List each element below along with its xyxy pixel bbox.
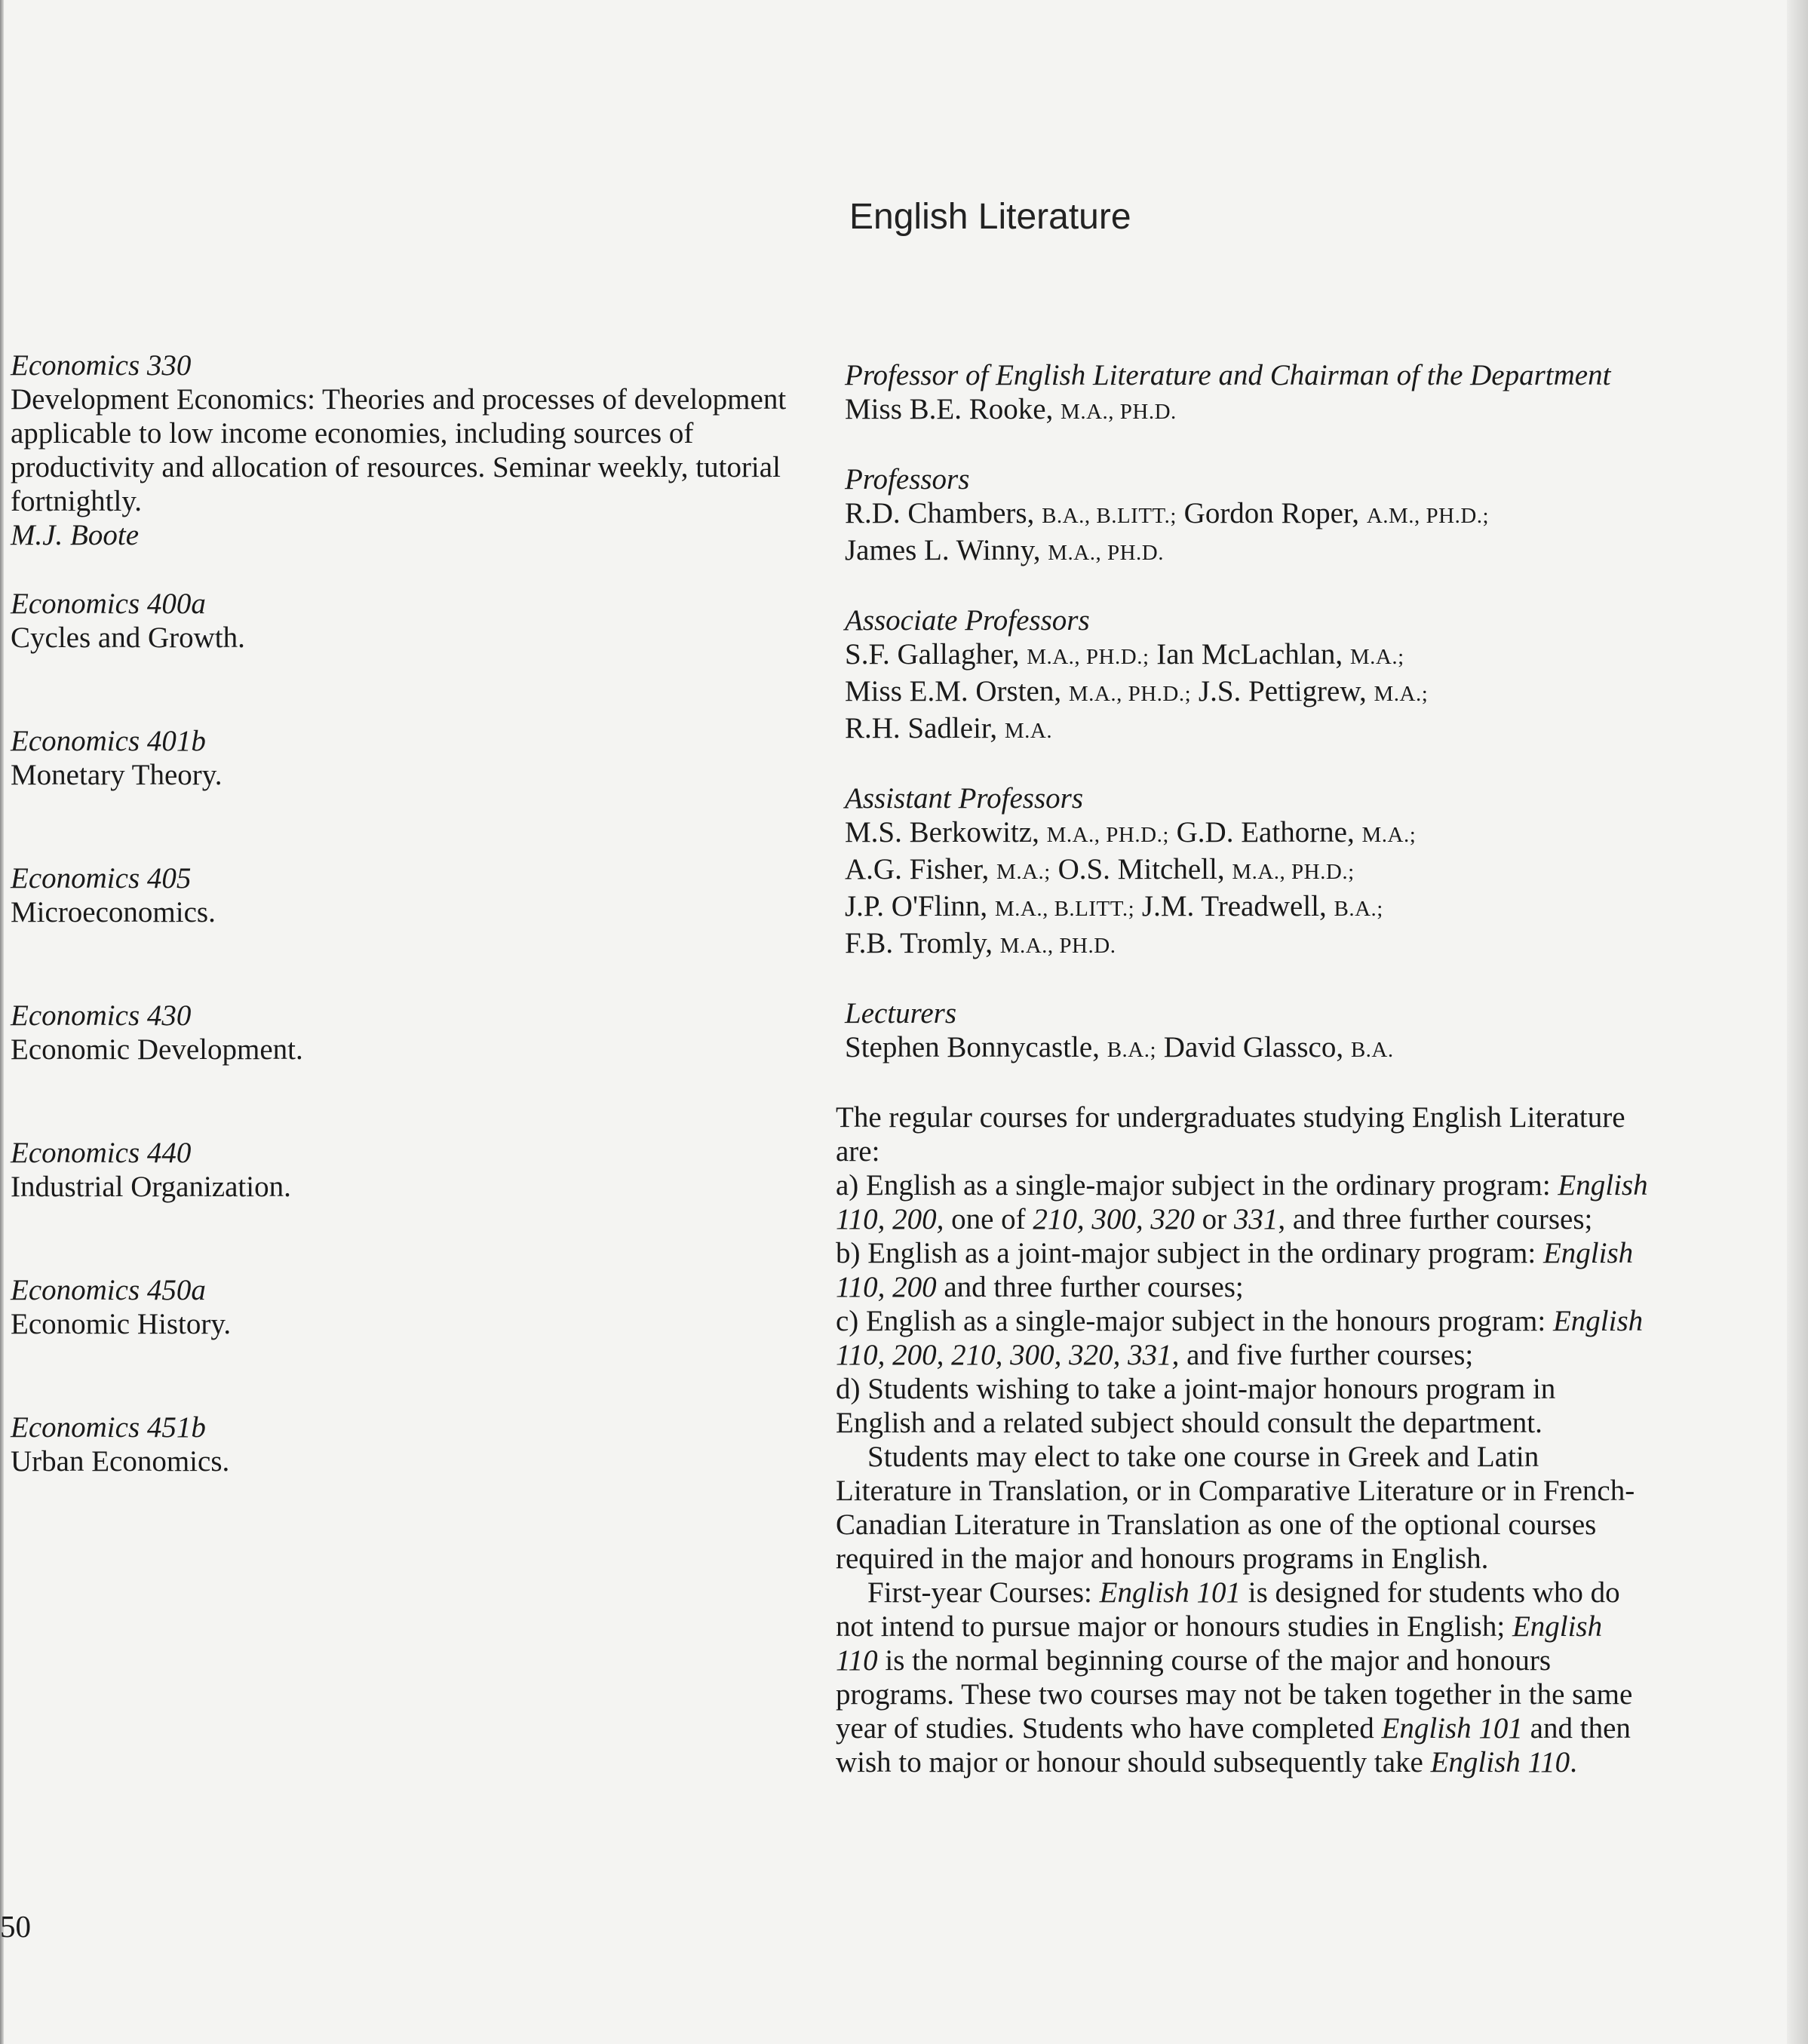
course-description: Development Economics: Theories and processes of development applicable to low income economies, including sources of productivity and allocation of resources. Seminar weekly, tutorial fortnightly. — [11, 383, 787, 517]
course-code: Economics 440 — [11, 1137, 192, 1169]
faculty-group-associate-professors — [845, 603, 1650, 748]
faculty-name: Ian McLachlan, — [1156, 638, 1343, 671]
course-code: Economics 451b — [11, 1411, 206, 1444]
course-entry — [11, 1410, 803, 1478]
faculty-name: A.G. Fisher, — [845, 853, 990, 885]
text-run: one of — [944, 1203, 1033, 1235]
course-ref: English 110 — [836, 1610, 1603, 1677]
section-title: English Literature — [849, 197, 1131, 237]
course-description: Microeconomics. — [11, 896, 216, 928]
course-code: Economics 401b — [11, 725, 206, 757]
course-ref: 331 — [1233, 1203, 1278, 1235]
faculty-name: J.M. Treadwell, — [1141, 890, 1327, 922]
text-run: and five further courses; — [1179, 1339, 1474, 1371]
faculty-heading: Professors — [845, 463, 970, 496]
faculty-degree: B.A.; — [1107, 1038, 1157, 1062]
course-ref: 210, 300, 320 — [1033, 1203, 1195, 1235]
course-ref: English 101 — [1381, 1712, 1523, 1745]
faculty-name: F.B. Tromly, — [845, 927, 993, 959]
text-run: c) English as a single-major subject in the honours program: — [836, 1305, 1553, 1337]
faculty-heading: Assistant Professors — [845, 782, 1084, 815]
first-year-paragraph — [836, 1576, 1650, 1779]
english-literature-section — [836, 195, 1650, 1779]
faculty-heading: Professor of English Literature and Chairman of the Department — [845, 359, 1611, 391]
page-number: 50 — [0, 1909, 31, 1944]
course-description: Monetary Theory. — [11, 759, 223, 791]
text-run: is the normal beginning course of the major and honours programs. These two courses may not be taken together in the same year of studies. Students who have completed — [836, 1644, 1633, 1745]
faculty-name: G.D. Eathorne, — [1176, 816, 1355, 849]
faculty-heading: Associate Professors — [845, 604, 1090, 637]
course-code: Economics 430 — [11, 999, 192, 1032]
faculty-degree: M.A., PH.D. — [999, 934, 1116, 958]
faculty-degree: B.A., B.LITT.; — [1042, 504, 1177, 528]
course-ref: English 110, 200 — [836, 1237, 1634, 1303]
course-instructor: M.J. Boote — [11, 519, 140, 551]
faculty-degree: M.A., PH.D.; — [1068, 682, 1192, 706]
faculty-name: O.S. Mitchell, — [1057, 853, 1225, 885]
faculty-people — [845, 496, 1650, 570]
course-ref: English 110 — [1430, 1746, 1570, 1779]
text-run: a) English as a single-major subject in the ordinary program: — [836, 1169, 1558, 1202]
faculty-name: David Glassco, — [1163, 1031, 1344, 1063]
faculty-name: R.H. Sadleir, — [845, 712, 998, 744]
faculty-people — [845, 815, 1650, 963]
economics-course-list — [11, 348, 803, 1548]
faculty-name: R.D. Chambers, — [845, 497, 1035, 529]
course-description: Cycles and Growth. — [11, 621, 245, 654]
translation-paragraph: Students may elect to take one course in Greek and Latin Literature in Translation, or in Comparative Literature or in French-Canadian Literature in Translation as one of the optional courses required in the major and honours programs in English. — [836, 1441, 1635, 1575]
course-entry — [11, 724, 803, 792]
faculty-degree: M.A.; — [1374, 682, 1429, 706]
faculty-degree: M.A., PH.D. — [1061, 400, 1177, 424]
program-item-d: d) Students wishing to take a joint-major honours program in English and a related subject should consult the department. — [836, 1373, 1556, 1439]
program-item-b — [836, 1236, 1650, 1304]
faculty-degree: M.A., PH.D. — [1048, 541, 1164, 565]
page-edge-shadow — [1787, 0, 1808, 2044]
faculty-name: Miss B.E. Rooke, — [845, 393, 1054, 425]
course-description: Industrial Organization. — [11, 1171, 291, 1203]
faculty-people — [845, 392, 1650, 429]
program-description — [836, 1100, 1650, 1779]
program-item-c — [836, 1304, 1650, 1372]
course-ref: English 110, 200, 210, 300, 320, 331, — [836, 1305, 1644, 1371]
course-entry — [11, 587, 803, 655]
program-intro: The regular courses for undergraduates studying English Literature are: — [836, 1101, 1625, 1168]
faculty-name: J.P. O'Flinn, — [845, 890, 988, 922]
faculty-degree: M.A., B.LITT.; — [994, 897, 1135, 921]
course-entry — [11, 1273, 803, 1341]
course-code: Economics 330 — [11, 349, 192, 382]
faculty-degree: M.A.; — [1361, 823, 1417, 847]
faculty-degree: M.A.; — [1349, 645, 1404, 669]
course-description: Urban Economics. — [11, 1445, 230, 1478]
faculty-group-chairman — [845, 358, 1650, 429]
faculty-name: J.S. Pettigrew, — [1198, 675, 1367, 707]
faculty-degree: A.M., PH.D.; — [1366, 504, 1490, 528]
course-entry — [11, 1136, 803, 1204]
text-run: b) English as a joint-major subject in the ordinary program: — [836, 1237, 1543, 1269]
text-run: and then wish to major or honour should subsequently take — [836, 1712, 1631, 1779]
faculty-degree: M.A.; — [996, 860, 1051, 884]
faculty-people — [845, 1030, 1650, 1067]
faculty-name: M.S. Berkowitz, — [845, 816, 1039, 849]
course-entry — [11, 861, 803, 929]
faculty-group-professors — [845, 462, 1650, 570]
faculty-degree: B.A. — [1350, 1038, 1394, 1062]
page-gutter-shadow — [0, 0, 4, 2044]
faculty-name: S.F. Gallagher, — [845, 638, 1020, 671]
text-run: , and three further courses; — [1278, 1203, 1593, 1235]
faculty-name: Miss E.M. Orsten, — [845, 675, 1062, 707]
course-code: Economics 405 — [11, 862, 192, 895]
faculty-degree: M.A., PH.D.; — [1046, 823, 1169, 847]
faculty-degree: M.A. — [1004, 719, 1053, 743]
text-run: . — [1570, 1746, 1577, 1779]
faculty-degree: M.A., PH.D.; — [1027, 645, 1150, 669]
faculty-name: Gordon Roper, — [1183, 497, 1360, 529]
faculty-people — [845, 637, 1650, 748]
course-code: Economics 450a — [11, 1274, 206, 1306]
faculty-degree: B.A.; — [1334, 897, 1383, 921]
course-entry — [11, 999, 803, 1067]
course-ref: English 110, 200, — [836, 1169, 1648, 1235]
faculty-name: Stephen Bonnycastle, — [845, 1031, 1100, 1063]
program-item-a — [836, 1168, 1650, 1236]
text-run: is designed for students who do not intend to pursue major or honours studies in English; — [836, 1576, 1620, 1643]
faculty-group-lecturers — [845, 996, 1650, 1067]
course-entry — [11, 348, 803, 552]
faculty-group-assistant-professors — [845, 781, 1650, 963]
faculty-degree: M.A., PH.D.; — [1232, 860, 1355, 884]
course-code: Economics 400a — [11, 588, 206, 620]
course-description: Economic Development. — [11, 1033, 303, 1066]
text-run: First-year Courses: — [867, 1576, 1100, 1609]
faculty-name: James L. Winny, — [845, 534, 1041, 566]
course-ref: English 101 — [1099, 1576, 1242, 1609]
text-run: or — [1194, 1203, 1234, 1235]
text-run: and three further courses; — [936, 1271, 1244, 1303]
faculty-heading: Lecturers — [845, 997, 957, 1030]
course-description: Economic History. — [11, 1308, 232, 1340]
